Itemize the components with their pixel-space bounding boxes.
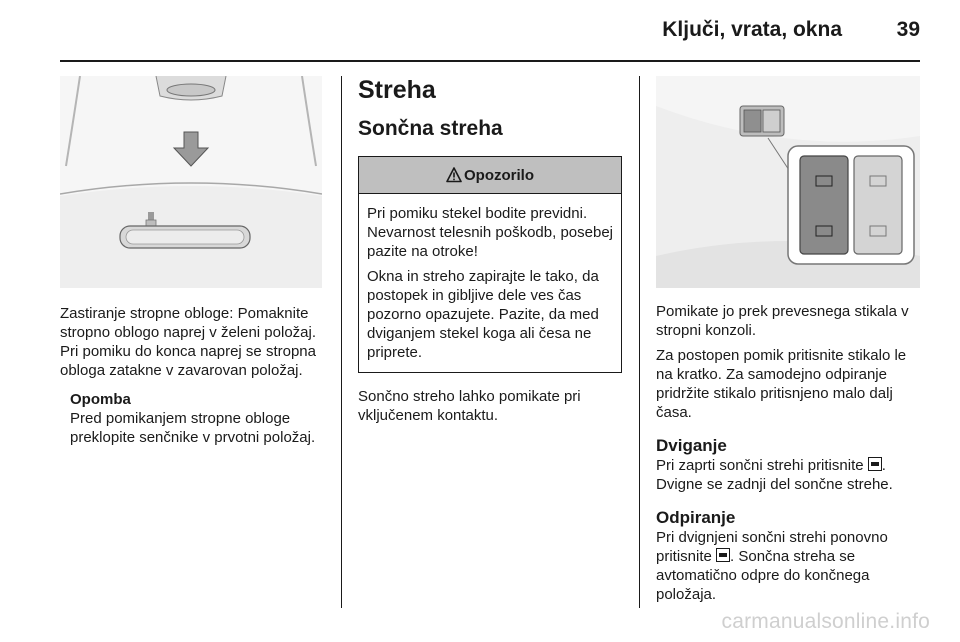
switch-intro: Pomikate jo prek prevesnega stikala v stropni konzoli. (656, 303, 909, 339)
watermark: carmanualsonline.info (721, 610, 930, 633)
column-3 (656, 76, 921, 604)
warning-paragraph-1: Pri pomiku stekel bodite previdni. Nevarnost telesnih poškodb, posebej pazite na otroke! (367, 205, 613, 260)
column-2 (358, 76, 623, 425)
column-1 (60, 76, 322, 447)
warning-body (359, 194, 621, 372)
note-text: Pred pomikanjem stropne obloge preklopite senčnike v prvotni položaj. (70, 410, 316, 446)
column-divider-2 (639, 76, 640, 608)
switch-instructions: Za postopen pomik pritisnite stikalo le na kratko. Za samodejno odpiranje pridržite stikalo pritisnjeno malo dalj časa. (656, 347, 907, 421)
section-title: Streha (358, 76, 436, 104)
opening-text (656, 528, 921, 604)
heading-opening: Odpiranje (656, 508, 736, 527)
warning-title: Opozorilo (464, 166, 534, 184)
header-rule (60, 60, 920, 62)
note (60, 390, 322, 447)
tilt-symbol-icon (868, 457, 882, 471)
note-title: Opomba (70, 391, 131, 408)
page-number: 39 (896, 18, 920, 41)
ignition-text: Sončno streho lahko pomikate pri vključenem kontaktu. (358, 388, 581, 424)
opening-text-a: Pri dvignjeni sončni strehi ponovno pritisnite (656, 529, 888, 565)
roof-switch-illustration (656, 76, 920, 288)
opening-text-b: . Sončna streha se avtomatično odpre do končnega položaja. (656, 548, 870, 603)
headliner-text: Zastiranje stropne obloge: Pomaknite stropno oblogo naprej v želeni položaj. Pri pomiku do konca naprej se stropna obloga zatakne v zavarovan položaj. (60, 305, 317, 379)
tilt-symbol-icon (716, 548, 730, 562)
subsection-title: Sončna streha (358, 117, 503, 140)
header-title: Ključi, vrata, okna (662, 18, 842, 41)
warning-box (358, 156, 622, 373)
lifting-text-a: Pri zaprti sončni strehi pritisnite (656, 457, 868, 474)
heading-lifting: Dviganje (656, 436, 727, 455)
lifting-text (656, 456, 921, 494)
headliner-illustration (60, 76, 322, 288)
warning-paragraph-2: Okna in streho zapirajte le tako, da postopek in gibljive dele ves čas pozorno opazujete. Pazite, da med dviganjem stekel koga ali česa ne priprete. (367, 268, 599, 361)
warning-icon (446, 167, 462, 183)
warning-header (359, 157, 621, 194)
column-divider-1 (341, 76, 342, 608)
lifting-text-b: . Dvigne se zadnji del sončne strehe. (656, 457, 893, 493)
page-header (0, 0, 960, 60)
